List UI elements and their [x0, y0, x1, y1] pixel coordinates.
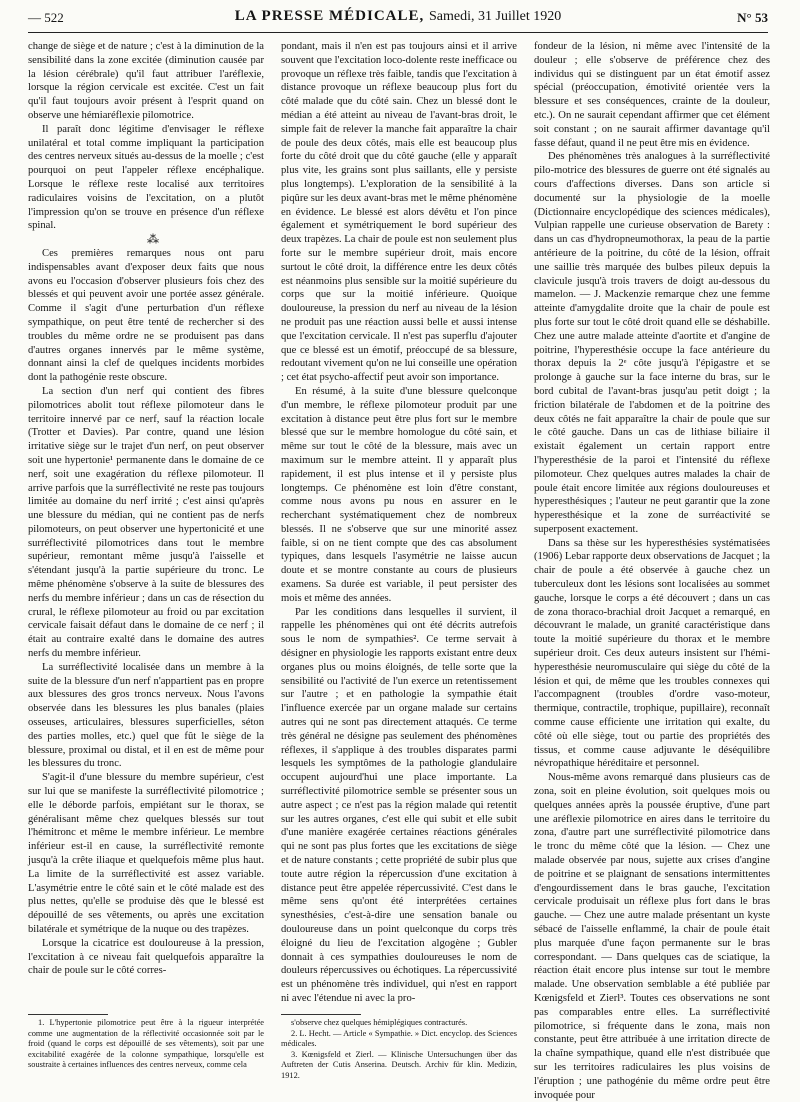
paragraph: change de siège et de nature ; c'est à la diminution de la sensibilité dans la zone excitée (diminution causée par la lésion cérébrale) qu'il faut attribuer l'aréflexie, lorsque la région cervicale est excitée. C'est un fait qu'il faut toujours avoir présent à l'esprit quand on observe une hémiaréflexie pilomotrice.	[28, 41, 264, 121]
paragraph: Lorsque la cicatrice est douloureuse à la pression, l'excitation à ce niveau fait quelquefois apparaître la chair de poule sur le côté corres-	[28, 937, 264, 977]
text-column-2	[281, 40, 517, 1010]
section-asterism: ⁂	[147, 232, 159, 247]
page-header	[28, 8, 768, 33]
footnote-rule	[28, 1014, 108, 1015]
issue-date: Samedi, 31 Juillet 1920	[429, 9, 562, 24]
footnote: s'observe chez quelques hémiplégiques contracturés.	[291, 1018, 468, 1027]
paragraph: fondeur de la lésion, ni même avec l'intensité de la douleur ; elle s'observe de préférence chez des individus qui se distinguent par un état émotif assez spécial (préoccupation, émotivité orientée vers la blessure et ses conséquences, crainte de la douleur, etc.). On ne saurait cependant affirmer que cet élément soit constant ; on ne saurait affirmer davantage qu'il fasse défaut, quand il ne peut être mis en évidence.	[534, 41, 770, 149]
footnote-rule	[281, 1014, 361, 1015]
issue-number: N° 53	[737, 10, 768, 25]
text-column-1	[28, 40, 264, 1010]
page-number: — 522	[28, 10, 64, 25]
paragraph: pondant, mais il n'en est pas toujours ainsi et il arrive souvent que l'excitation loco-dolente reste inefficace ou provoque un réflexe très faible, tandis que l'excitation à distance provoque un réflexe beaucoup plus fort du côté malade que du côté sain. Chez un blessé dont le médian a été atteint au niveau de l'avant-bras droit, le simple fait de relever la manche fait apparaître la chair de poule des deux côtés, mais elle est beaucoup plus forte du côté droit que du côté gauche (elle y apparaît plus vite, les grains sont plus saillants, elle y persiste plus longtemps). L'exploration de la sensibilité à la piqûre sur les deux avant-bras met le même phénomène en évidence. Le blessé est alors dévêtu et l'on pince également et symétriquement le bord supérieur des deux trapèzes. La chair de poule est non seulement plus forte sur le membre supérieur droit, mais encore surtout le côté droit, la différence entre les deux côtés est néanmoins plus sensible sur la moitié supérieure du corps que sur la moitié inférieure. Quoique douloureuse, la pression du nerf au niveau de la lésion ne produit pas une réaction aussi belle et aussi intense que l'excitation cervicale. Il n'est pas superflu d'ajouter que ce blessé est un émotif, préoccupé de sa blessure, redoutant vivement qu'on ne lui conseille une opération ; cet état psycho-affectif peut avoir son importance.	[281, 41, 517, 384]
paragraph: La surréflectivité localisée dans un membre à la suite de la blessure d'un nerf n'appartient pas en propre aux blessures des gros troncs nerveux. Nous l'avons observée dans les blessures les plus banales (plaies osseuses, articulaires, blessures superficielles, séton des parties molles, etc.) quel que fût le siège de la blessure, proximal ou distal, et il en est de même pour les blessures du tronc.	[28, 661, 264, 770]
paragraph: S'agit-il d'une blessure du membre supérieur, c'est sur lui que se manifeste la surréflectivité pilomotrice ; elle le déborde parfois, empiétant sur le thorax, se généralisant même chez quelques blessés sur tout l'hémitronc et même le membre inférieur. Le membre inférieur est-il en cause, la surréflectivité remonte jusqu'à la crête iliaque et quelquefois même plus haut. La limite de la surréflectivité est assez variable. L'asymétrie entre le côté sain et le côté malade est des plus nettes, qu'elle se produise dès que le blessé est dépouillé de ses vêtements, ou après une excitation bilatérale et symétrique de la nuque ou des trapèzes.	[28, 772, 264, 935]
masthead	[28, 8, 768, 25]
paragraph: Ces premières remarques nous ont paru indispensables avant d'exposer deux faits que nous avons eu l'occasion d'observer plusieurs fois chez des blessés et qui peuvent avoir une portée assez générale. Comme il s'agit d'une perturbation d'un réflexe sympathique, on peut être tenté de rechercher si des troubles du même ordre ne se produisent pas dans d'autres organes innervés par le même système, donnant ainsi la clef de quelques incidents morbides dont la pathogénie reste obscure.	[28, 247, 264, 384]
text-column-3	[534, 40, 770, 1101]
footnotes-column-2	[281, 1018, 517, 1078]
footnote: 3. Kœnigsfeld et Zierl. — Klinische Untersuchungen über das Auftreten der Cutis Anserina. Deutsch. Archiv für klin. Medizin, 1912.	[281, 1049, 517, 1080]
footnotes-column-1	[28, 1018, 264, 1078]
paragraph: En résumé, à la suite d'une blessure quelconque d'un membre, le réflexe pilomoteur produit par une excitation à distance peut être plus fort sur le membre blessé que sur le membre homologue du côté sain, et même sur tout le côté de la blessure, mais avec un maximum sur le membre atteint. Il y apparaît plus rapidement, il est plus intense et il y persiste plus longtemps. Ce phénomène est loin d'être constant, comme nous avons pu nous en assurer en le recherchant systématiquement chez de nombreux blessés. Il ne s'observe que sur une minorité assez faible, si on ne tient compte que des cas absolument typiques, dans lesquels l'asymétrie ne laisse aucun doute et se montre constante au cours de plusieurs examens. Sa durée est variable, il peut persister des mois et même des années.	[281, 385, 517, 604]
journal-title: LA PRESSE MÉDICALE,	[234, 8, 425, 24]
footnote: 1. L'hypertonie pilomotrice peut être à la rigueur interprétée comme une augmentation de la réflectivité occasionnée soit par le froid (quand le corps est dépouillé de ses vêtements), soit par une excitabilité exagérée de la colonne sympathique, lorsqu'elle est soustraite à certaines influences des centres nerveux, comme cela	[28, 1018, 264, 1069]
paragraph: La section d'un nerf qui contient des fibres pilomotrices abolit tout réflexe pilomoteur dans le territoire innervé par ce nerf, sauf la réaction locale (Trotter et Davies). Par contre, quand une lésion irritative siège sur le trajet d'un nerf, on peut observer soit une hypertonie¹ permanente dans le domaine de ce nerf, soit une exagération du réflexe pilomoteur. Il arrive parfois que la surréflectivité ne reste pas toujours limitée au domaine du nerf irrité ; c'est ainsi qu'après une blessure du médian, qui ne contient pas de nerfs pilomoteurs, on peut observer une hypertonicité et une surréflectivité pilomotrices dans tout le membre supérieur, remontant même jusqu'à l'aisselle et s'étendant jusqu'à la partie supérieure du tronc. Le même phénomène s'observe à la suite de blessures des nerfs du membre inférieur ; dans un cas de résection du crural, le réflexe pilomoteur au froid ou par excitation cervicale faisait défaut dans le domaine de ce nerf ; il était au contraire exalté dans le domaine des autres nerfs du membre inférieur.	[28, 385, 264, 660]
paragraph: Il paraît donc légitime d'envisager le réflexe unilatéral et total comme impliquant la participation des centres nerveux situés au-dessus de la moelle ; c'est pourquoi on peut l'appeler réflexe encéphalique. Lorsque le réflexe reste localisé aux territoires radiculaires voisins de l'excitation, on a plutôt l'impression qu'on se trouve en présence d'un réflexe spinal.	[28, 123, 264, 232]
paragraph: Nous-même avons remarqué dans plusieurs cas de zona, soit en pleine évolution, soit quelques mois ou quelques années après la poussée éruptive, d'une part une aréflexie pilomotrice en aires dans le territoire du zona, d'autre part une surréflectivité pilomotrice dans le tronc du même côté que la lésion. — Chez une malade observée par nous, sujette aux crises d'angine de poitrine et se plaignant de sensations intermittentes d'engourdissement dans le bras gauche, l'excitation cervicale produisait un réflexe plus fort dans le bras gauche. — Chez une autre malade présentant un kyste sébacé de l'aisselle enflammé, la chair de poule était plus marquée d'une façon permanente sur le bras correspondant. — Dans quelques cas de sciatique, la réaction était encore plus intense sur tout le membre malade. Une observation semblable a été publiée par Kœnigsfeld et Zierl³. Toutes ces observations ne sont pas comparables entre elles. La surréflectivité pilomotrice, si fréquente dans le zona, mais non constante, peut être attribuée à une irritation directe de la chaîne sympathique, quand elle n'est distribuée que sur les territoires radiculaires les plus voisins de l'éruption ; une pathogénie du même ordre peut être invoquée pour	[534, 772, 770, 1101]
paragraph: Dans sa thèse sur les hyperesthésies systématisées (1906) Lebar rapporte deux observations de Jacquet ; la chair de poule a été observée à gauche chez un tuberculeux dont les lésions sont localisées au sommet gauche, lorsque le corps a été découvert ; dans un cas de zona thoraco-brachial droit Jacquet a remarqué, en découvrant le malade, un granité caractéristique dans toute la moitié supérieure du thorax et le membre supérieur droit. Ces deux auteurs insistent sur l'hémi-hyperesthésie neuromusculaire qui siège du côté de la lésion et qui, de même que les troubles connexes qui l'accompagnent (troubles d'ordre vaso-moteur, thermique, contractile, trophique, pupillaire), reconnaît comme cause efficiente une irritation qui exalte, du côté où elle siège, tout ou partie des propriétés des tissus, et comme cause adjuvante le déséquilibre névropathique héréditaire et personnel.	[534, 537, 770, 770]
paragraph: Des phénomènes très analogues à la surréflectivité pilo-motrice des blessures de guerre ont été signalés au cours d'affections diverses. Dans son article si documenté sur la physiologie de la moelle (Dictionnaire encyclopédique des sciences médicales), Vulpian rappelle une curieuse observation de Barety : dans un cas d'hydropneumothorax, la peau de la partie antérieure de la poitrine, du côté de la lésion, offrait une saillie très marquée des bulbes pileux depuis la clavicule jusqu'à trois travers de doigt au-dessous du mamelon. — J. Mackenzie remarque chez une femme atteinte d'amygdalite droite que la chair de poule est plus forte sur tout le côté droit quand elle se déshabille. Chez une autre malade atteinte d'aortite et d'angine de poitrine, l'hyperesthésie occupe la face antérieure du thorax depuis la 2ᵉ côte jusqu'à l'épigastre et se prolonge à gauche sur la face interne du bras, sur le bord cubital de l'avant-bras jusqu'au petit doigt ; la friction bilatérale de l'abdomen et de la poitrine des deux côtés ne fait apparaître la chair de poule que sur le côté gauche. Dans un cas de lithiase biliaire il existait également un certain rapport entre l'hyperesthésie de la paroi et l'intensité du réflexe pilomoteur. Chez quelques autres malades la chair de poule était encore limitée aux régions douloureuses et hyperesthésiques ; l'auteur ne peut garantir que la zone hyperesthésique et la zone de surréactivité se superposent exactement.	[534, 151, 770, 535]
footnote: 2. L. Hecht. — Article « Sympathie. » Dict. encyclop. des Sciences médicales.	[281, 1028, 517, 1048]
paragraph: Par les conditions dans lesquelles il survient, il rappelle les phénomènes qui ont été décrits autrefois sous le nom de sympathies². Ce terme servait à désigner en physiologie les rapports existant entre deux organes plus ou moins éloignés, de telle sorte que la sensibilité ou l'activité de l'un exerce un retentissement sur l'autre ; et en pathologie la sympathie était l'influence exercée par un organe malade sur certains autres qui ne sont pas directement attaqués. Ce terme très général ne désigne pas seulement des phénomènes réflexes, il s'applique à des troubles disparates parmi lesquels les symptômes de la pathologie glandulaire occupent aujourd'hui une place importante. La surréflectivité pilomotrice semble se présenter sous un autre aspect ; ce n'est pas la région malade qui retentit sur les autres organes, c'est elle qui subit et elle subit d'une manière exagérée certaines réactions générales qui ne sont pas plus fortes que les excitations de siège et de nature constants ; cette propriété de subir plus que toute autre région la répercussion d'une excitation à distance peut être appelée répercussivité. C'est dans le même sens qu'ont été interprétées certaines synesthésies, c'est-à-dire une sensation banale ou douloureuse dans un point quelconque du corps très éloigné du lieu de l'excitation algogène ; Gubler donnait à ces sympathies douloureuses le nom de douleurs répercussives ou échotiques. La répercussivité est un phénomène très individuel, qui n'est en rapport ni avec l'étendue ni avec la pro-	[281, 606, 517, 1004]
